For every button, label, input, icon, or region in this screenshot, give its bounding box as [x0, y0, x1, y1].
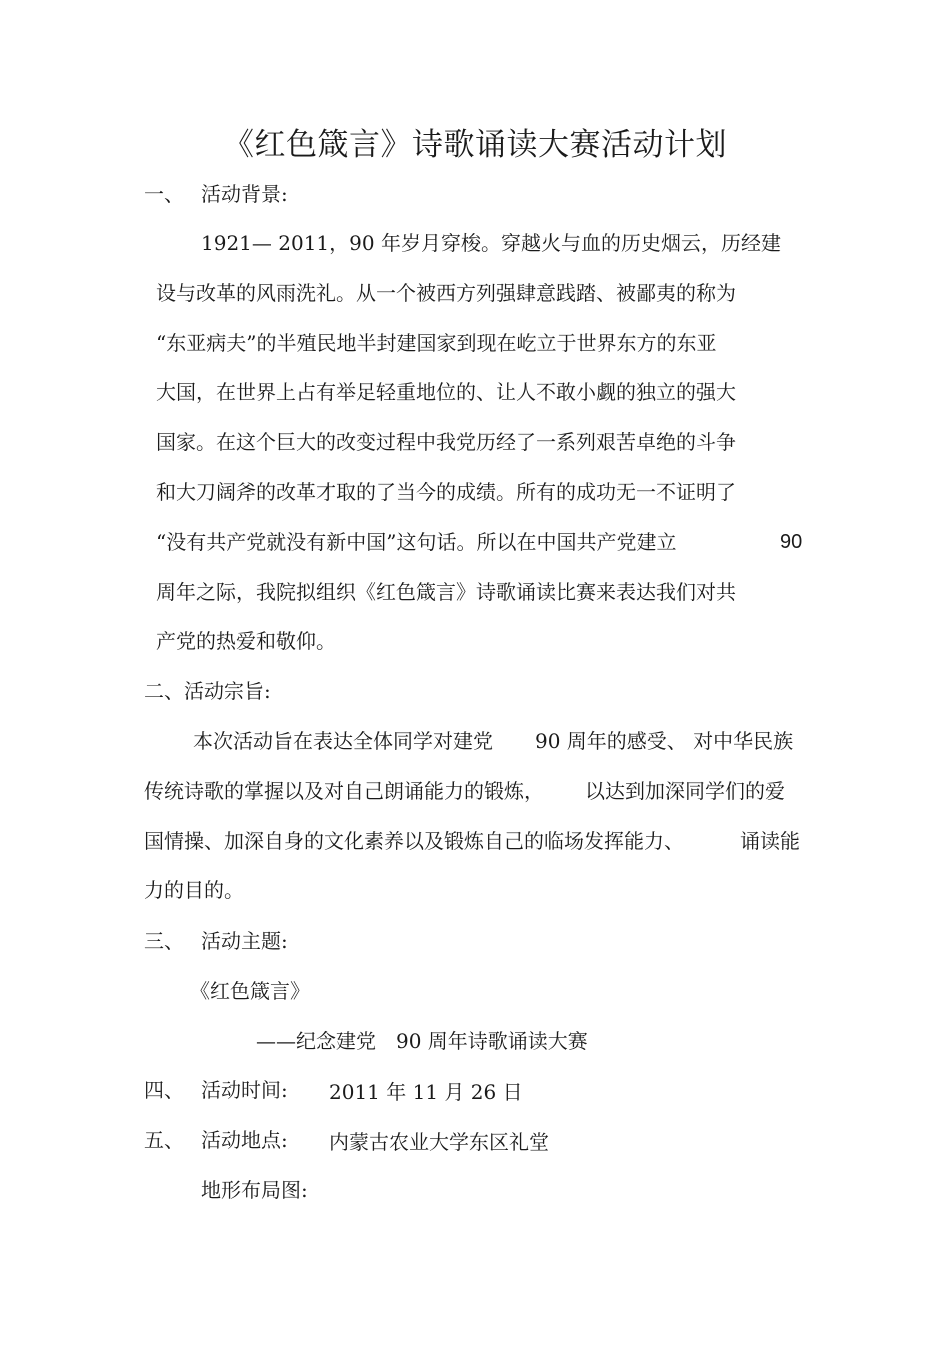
paragraph-line: 和大刀阔斧的改革才取的了当今的成绩。所有的成功无一不证明了	[156, 480, 736, 504]
section-4-number: 四、	[144, 1078, 184, 1102]
section-3-heading: 活动主题:	[201, 929, 288, 953]
paragraph-line: 力的目的。	[144, 878, 244, 902]
paragraph-line: 诵读能	[740, 829, 800, 853]
event-date: 2011 年 11 月 26 日	[329, 1080, 523, 1104]
paragraph-line: 本次活动旨在表达全体同学对建党	[193, 729, 493, 753]
paragraph-line: 产党的热爱和敬仰。	[156, 629, 336, 653]
section-1-heading: 活动背景:	[201, 182, 288, 206]
section-3-number: 三、	[144, 929, 184, 953]
layout-map-label: 地形布局图:	[201, 1178, 308, 1202]
section-2-heading: 二、活动宗旨:	[144, 679, 271, 703]
paragraph-line: 周年之际，我院拟组织《红色箴言》诗歌诵读比赛来表达我们对共	[156, 580, 736, 604]
section-5-heading: 活动地点:	[201, 1128, 288, 1152]
section-1-number: 一、	[144, 182, 184, 206]
paragraph-line: 90 周年的感受、 对中华民族	[535, 729, 794, 753]
paragraph-number: 90	[780, 531, 803, 553]
theme-title: 《红色箴言》	[190, 979, 310, 1003]
document-title: 《红色箴言》诗歌诵读大赛活动计划	[223, 127, 727, 163]
section-5-number: 五、	[144, 1128, 184, 1152]
section-4-heading: 活动时间:	[201, 1078, 288, 1102]
paragraph-line: 国情操、加深自身的文化素养以及锻炼自己的临场发挥能力、	[144, 829, 684, 853]
paragraph-line: 国家。在这个巨大的改变过程中我党历经了一系列艰苦卓绝的斗争	[156, 430, 736, 454]
paragraph-line: 以达到加深同学们的爱	[585, 779, 785, 803]
paragraph-line: 1921— 2011，90 年岁月穿梭。穿越火与血的历史烟云，历经建	[201, 231, 781, 255]
paragraph-line: “没有共产党就没有新中国”这句话。所以在中国共产党建立	[156, 530, 677, 554]
paragraph-line: “东亚病夫”的半殖民地半封建国家到现在屹立于世界东方的东亚	[156, 331, 717, 355]
theme-subtitle: ——纪念建党	[256, 1029, 376, 1053]
paragraph-line: 设与改革的风雨洗礼。从一个被西方列强肆意践踏、被鄙夷的称为	[156, 281, 736, 305]
theme-subtitle: 90 周年诗歌诵读大赛	[396, 1029, 588, 1053]
paragraph-line: 大国，在世界上占有举足轻重地位的、让人不敢小觑的独立的强大	[156, 380, 736, 404]
paragraph-line: 传统诗歌的掌握以及对自己朗诵能力的锻炼，	[144, 779, 544, 803]
event-location: 内蒙古农业大学东区礼堂	[329, 1130, 549, 1154]
